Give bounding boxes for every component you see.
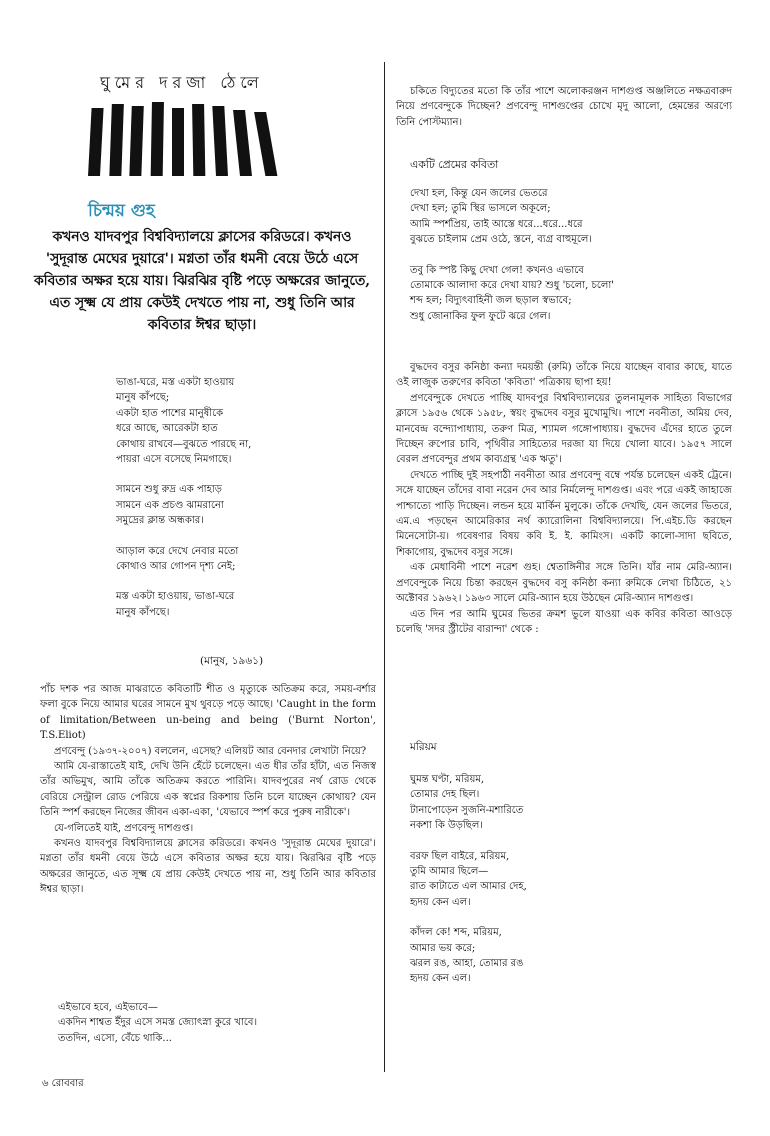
prose-right-intro <box>396 84 732 130</box>
poem-line: আমার ভয় করে; <box>410 942 476 954</box>
poem-line: তোমাকে আলাদা করে দেখা যায়? শুধু 'চলো, চলো' <box>410 280 614 292</box>
poem-line: নকশা কি উড়ছিল। <box>410 820 483 832</box>
paragraph: এত দিন পর আমি ঘুমের ভিতর ক্রমশ ভুলে যাওয়া এক কবির কবিতা আওড়ে চলেছি 'সদর স্ট্রীটের বারান্দা' থেকে : <box>396 608 732 635</box>
poem-line: বুঝতে চাইলাম প্রেম ওঠে, স্তনে, ব্যগ্র বাহুমূলে। <box>410 234 592 246</box>
poem-line: দেখা হল, কিন্তু যেন জলের ভেতরে <box>410 188 548 199</box>
poem-line: তোমার দেহ ছিল। <box>410 789 480 801</box>
poem-line: তুমি আমার ছিলে— <box>410 866 489 878</box>
poem-stanza <box>410 263 614 325</box>
poem-stanza <box>410 849 527 911</box>
poem-line: মানুষ কাঁপছে; <box>116 392 170 404</box>
poem-stanza <box>116 589 251 620</box>
poem-line: তবু কি স্পষ্ট কিছু দেখা গেল! কখনও এভাবে <box>410 264 584 276</box>
poem-stanza <box>116 482 251 528</box>
poem-line: দেখা হল; তুমি স্থির ভাসলে অকূলে; <box>410 203 551 215</box>
poem-line: কোথাও আর গোপন দৃশ্য নেই; <box>116 561 236 573</box>
poem-line: সমুদ্রের ক্লান্ত অন্ধকার। <box>116 515 204 527</box>
poem-line: একটা হাত পাশের মানুষীকে <box>116 407 224 419</box>
poem-line: ভাঙা-ঘরে, মস্ত একটা হাওয়ায় <box>116 377 235 388</box>
poem-line: সামনে এক প্রচণ্ড ঝামরানো <box>116 499 224 511</box>
column-divider <box>384 62 385 1072</box>
prose-right-column <box>396 360 732 637</box>
paragraph: যে-গলিতেই যাই, প্রণবেন্দু দাশগুপ্ত। <box>54 822 194 834</box>
paragraph: এক মেধাবিনী পাশে নরেশ গুহ। শ্বেতাঙ্গিনীর সঙ্গে তিনি। যাঁর নাম মেরি-অ্যান। প্রণবেন্দুকে নিয়ে চিন্তা করছেন বুদ্ধদেব বসু কনিষ্ঠা কন্যা রুমিকে লেখা চিঠিতে, ২১ অক্টোবর ১৯৬২। ১৯৬৩ সালে মেরি-অ্যান হয়ে উঠছেন মেরি-অ্যান দাশগুপ্ত। <box>396 562 732 605</box>
poem-line: কাঁদল কে! শব্দ, মরিয়ম, <box>410 927 502 939</box>
paragraph: আমি যে-রাস্তাতেই যাই, দেখি উনি হেঁটে চলেছেন। এত ধীর তাঁর হাঁটা, এত নিজস্ব তাঁর অভিমুখ, আমি তাঁকে অতিক্রম করতে পারিনি। যাদবপুরের নর্থ রোড থেকে বেরিয়ে সেন্ট্রাল রোড পেরিয়ে এক স্বপ্নের রিকশায় তিনি চলে যাচ্ছেন কোথায়? যেন তিনি স্পর্শ করছেন নিজের জীবন একা-একা, 'যেভাবে স্পর্শ করে পুরুষ নারীকে'। <box>40 761 376 819</box>
poem-line: আমি স্পর্শপ্রিয়, তাই আস্তে ধরে...ধরে...ধরে <box>410 218 583 230</box>
poem-line: ধরে আছে, আরেকটা হাত <box>116 423 218 435</box>
poem-line: হৃদয় কেন এল। <box>410 973 471 985</box>
verse-line: এইভাবে হবে, এইভাবে— <box>58 1002 158 1013</box>
paragraph: কখনও যাদবপুর বিশ্ববিদ্যালয়ে ক্লাসের করিডরে। কখনও 'সুদূরান্ত মেঘের দুয়ারে'। মগ্নতা তাঁর ধমনী বেয়ে উঠে এসে কবিতার অক্ষর হয়ে যায়। ঝিরঝির বৃষ্টি পড়ে অক্ষরের জানুতে, এত সূক্ষ্ম যে প্রায় কেউই দেখতে পায় না, শুধু তিনি আর কবিতার ঈশ্বর ছাড়া। <box>40 838 376 896</box>
paragraph: চকিতে বিদ্যুতের মতো কি তাঁর পাশে অলোকরঞ্জন দাশগুপ্ত অঞ্জলিতে নক্ষত্রবারুদ নিয়ে প্রণবেন্দুকে দিচ্ছেন? প্রণবেন্দু দাশগুপ্তের চোখে মৃদু আলো, হেমন্তের অরণ্যে তিনি পোস্টম্যান। <box>396 86 732 128</box>
author-name: চিন্ময় গুহ <box>88 201 155 221</box>
paragraph: প্রণবেন্দু (১৯৩৭-২০০৭) বললেন, এসেছ? এলিয়ট আর বেনদার লেখাটা নিয়ে? <box>54 745 367 757</box>
closing-verse <box>58 1000 257 1046</box>
paragraph: পাঁচ দশক পর আজ মাঝরাতে কবিতাটি শীত ও মৃত্যুকে অতিক্রম করে, সময়-বর্শার ফলা বুকে নিয়ে আমার ঘরের সামনে মুখ থুবড়ে পড়ে আছে। 'Caught in the form of limitation/Between un-being and being ('Burnt Norton', T.S.Eliot) <box>40 684 376 742</box>
poem-line: শব্দ হল; বিদ্যুৎবাহিনী জল ছড়াল স্বভাবে; <box>410 295 572 307</box>
poem-line: টানাপোড়েন সুজনি-মশারিতে <box>410 804 524 816</box>
section-title: একটি প্রেমের কবিতা <box>410 158 499 171</box>
poem-line: ঘুমন্ত ঘণ্টা, মরিয়ম, <box>410 774 485 785</box>
poem-manush <box>116 375 251 635</box>
verse-line: ততদিন, এসো, বেঁচে থাকি... <box>58 1032 172 1044</box>
poem-love <box>410 186 614 339</box>
article-kicker: ঘুমের দরজা ঠেলে <box>100 73 264 92</box>
poem-line: মস্ত একটা হাওয়ায়, ভাঙা-ঘরে <box>116 591 235 603</box>
poem-line: সামনে শুধু রুদ্র এক পাহাড় <box>116 484 222 496</box>
paragraph: প্রণবেন্দুকে দেখতে পাচ্ছি যাদবপুর বিশ্ববিদ্যালয়ের তুলনামূলক সাহিত্য বিভাগের ক্লাসে ১৯৫৬ থেকে ১৯৫৮, স্বয়ং বুদ্ধদেব বসুর মুখোমুখি। পাশে নবনীতা, অমিয় দেব, মানবেন্দ্র বন্দ্যোপাধ্যায়, তরুণ মিত্র, শ্যামল গঙ্গোপাধ্যায়। বুদ্ধদেব এঁদের হাতে তুলে দিচ্ছেন রুপোর চাবি, পৃথিবীর সাহিত্যের দরজা যা দিয়ে খোলা যাবে। ১৯৫৭ সালে বেরল প্রণবেন্দুর প্রথম কাব্যগ্রন্থ 'এক ঋতু'। <box>396 392 732 466</box>
poem-caption: (মানুষ, ১৯৬১) <box>200 655 264 667</box>
paragraph: বুদ্ধদেব বসুর কনিষ্ঠা কন্যা দময়ন্তী (রুমি) তাঁকে নিয়ে যাচ্ছেন বাবার কাছে, যাতে ওই লাজুক তরুণের কবিতা 'কবিতা' পত্রিকায় ছাপা হয়! <box>396 362 732 389</box>
poem-line: মানুষ কাঁপছে। <box>116 606 170 618</box>
poem-line: পায়রা এসে বসেছে নিমগাছে। <box>116 454 232 466</box>
poem-line: রাত কাটাতে এল আমার দেহ, <box>410 881 527 893</box>
poem-line: ঝরল রঙ, আহা, তোমার রঙ <box>410 958 524 970</box>
lead-paragraph: কখনও যাদবপুর বিশ্ববিদ্যালয়ে ক্লাসের করিডরে। কখনও 'সুদূরান্ত মেঘের দুয়ারে'। মগ্নতা তাঁর ধমনী বেয়ে উঠে এসে কবিতার অক্ষর হয়ে যায়। ঝিরঝির বৃষ্টি পড়ে অক্ষরের জানুতে, এত সূক্ষ্ম যে প্রায় কেউই দেখতে পায় না, শুধু তিনি আর কবিতার ঈশ্বর ছাড়া। <box>33 229 371 333</box>
paragraph: দেখতে পাচ্ছি দুই সহপাঠী নবনীতা আর প্রণবেন্দু বম্বে পর্যন্ত চলেছেন একই ট্রেনে। সঙ্গে যাচ্ছেন তাঁদের বাবা নরেন দেব আর নির্মলেন্দু দাশগুপ্ত। এবং পরে একই জাহাজে পাশ্চাত্যে পাড়ি দিচ্ছেন। লন্ডন হয়ে মার্কিন মুলুকে। তাঁকে দেখছি, যেন জলের ভিতরে, এম.এ পড়ছেন আমেরিকার নর্থ ক্যারোলিনা বিশ্ববিদ্যালয়ে। পি.এইচ.ডি করছেন মিনেসোটা-য়। গবেষণার বিষয় কবি ই. ই. কামিংস। একটি কালো-সাদা ছবিতে, শিকাগোয়, বুদ্ধদেব বসুর সঙ্গে। <box>396 469 732 558</box>
poem-mariyam <box>410 772 527 1002</box>
poem-stanza <box>116 375 251 467</box>
poem-stanza <box>410 186 614 248</box>
poem-line: কোথায় রাখবে—বুঝতে পারছে না, <box>116 438 252 450</box>
poem-line: শুধু জোনাকির ফুল ফুটে ঝরে গেল। <box>410 310 551 322</box>
poem-line: বরফ ছিল বাইরে, মরিয়ম, <box>410 850 510 862</box>
poem-stanza <box>410 772 527 834</box>
poem-stanza <box>410 925 527 987</box>
verse-line: একদিন শাশ্বত ইঁদুর এসে সমস্ত জ্যোৎস্না কুরে খাবে। <box>58 1017 258 1029</box>
prose-left-column <box>40 682 376 898</box>
poem-line: আড়াল করে দেখে নেবার মতো <box>116 545 239 557</box>
decorative-bars-graphic <box>88 100 288 180</box>
poem-title: মরিয়ম <box>410 741 437 753</box>
poem-stanza <box>116 544 251 575</box>
page-footer: ৬ রোববার <box>42 1078 84 1089</box>
poem-line: হৃদয় কেন এল। <box>410 896 471 908</box>
